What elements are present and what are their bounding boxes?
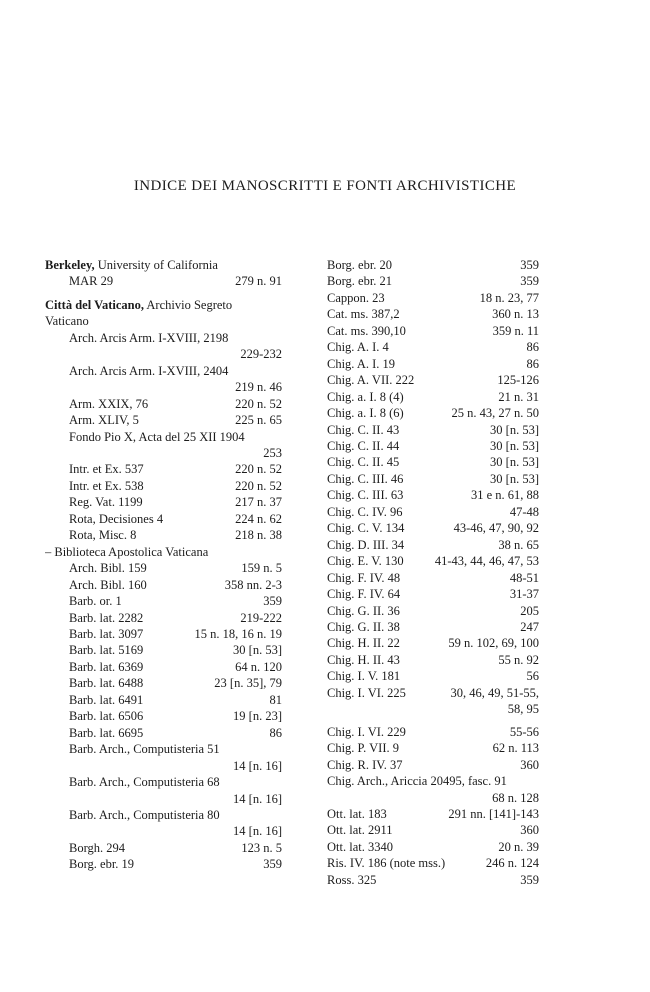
index-entry-continuation — [45, 379, 282, 395]
entry-pages: 220 n. 52 — [235, 462, 282, 477]
entry-heading: Città del Vaticano, — [45, 297, 144, 312]
entry-pages: 219-222 — [240, 610, 282, 625]
entry-pages: 86 — [526, 356, 539, 371]
entry-pages: 55 n. 92 — [498, 652, 539, 667]
entry-text: Arch. Bibl. 160 — [69, 577, 147, 592]
entry-pages: 359 — [263, 594, 282, 609]
index-entry — [45, 593, 282, 609]
index-entry — [327, 806, 539, 822]
index-entry — [327, 619, 539, 635]
entry-pages: 224 n. 62 — [235, 511, 282, 526]
entry-pages: 31 e n. 61, 88 — [470, 488, 539, 503]
entry-pages: 30 [n. 53] — [490, 471, 539, 486]
entry-text: Chig. H. II. 22 — [327, 636, 400, 651]
entry-pages: 205 — [520, 603, 539, 618]
entry-text: Ris. IV. 186 (note mss.) — [327, 856, 446, 871]
entry-text: Chig. A. I. 4 — [327, 340, 389, 355]
entry-pages: 358 nn. 2-3 — [224, 577, 282, 592]
entry-pages: 279 n. 91 — [235, 274, 282, 289]
entry-pages: 14 [n. 16] — [233, 824, 282, 839]
index-entry — [45, 741, 282, 757]
index-entry — [327, 339, 539, 355]
index-entry — [327, 290, 539, 306]
entry-pages: 19 [n. 23] — [233, 709, 282, 724]
index-entry — [45, 725, 282, 741]
entry-pages: 30 [n. 53] — [490, 455, 539, 470]
entry-pages: 21 n. 31 — [498, 389, 539, 404]
entry-pages: 23 [n. 35], 79 — [214, 676, 282, 691]
entry-text: Ross. 325 — [327, 872, 377, 887]
entry-text: Arch. Bibl. 159 — [69, 561, 147, 576]
entry-pages: 30 [n. 53] — [233, 643, 282, 658]
index-entry-continuation — [45, 791, 282, 807]
entry-pages: 81 — [269, 692, 282, 707]
index-entry — [327, 257, 539, 273]
entry-text: Barb. Arch., Computisteria 68 — [69, 775, 220, 790]
entry-text: Arch. Arcis Arm. I-XVIII, 2198 — [69, 330, 229, 345]
entry-pages: 217 n. 37 — [235, 495, 282, 510]
entry-pages: 58, 95 — [507, 702, 539, 717]
entry-text: Ott. lat. 3340 — [327, 839, 393, 854]
entry-text: Borg. ebr. 21 — [327, 274, 393, 289]
entry-pages: 360 n. 13 — [492, 307, 539, 322]
index-entry — [45, 807, 282, 823]
entry-text: Barb. lat. 5169 — [69, 643, 144, 658]
index-entry — [327, 822, 539, 838]
entry-pages: 38 n. 65 — [498, 537, 539, 552]
index-entry — [45, 840, 282, 856]
entry-pages: 360 — [520, 757, 539, 772]
entry-pages: 14 [n. 16] — [233, 791, 282, 806]
index-entry — [327, 405, 539, 421]
entry-pages: 14 [n. 16] — [233, 758, 282, 773]
entry-text: Barb. lat. 6369 — [69, 659, 144, 674]
index-entry — [327, 740, 539, 756]
entry-text: – Biblioteca Apostolica Vaticana — [45, 544, 209, 559]
entry-text: Barb. Arch., Computisteria 80 — [69, 807, 220, 822]
entry-text: Rota, Misc. 8 — [69, 528, 137, 543]
entry-pages: 15 n. 18, 16 n. 19 — [194, 626, 282, 641]
index-entry — [327, 570, 539, 586]
entry-text: Barb. Arch., Computisteria 51 — [69, 742, 220, 757]
index-entry — [327, 724, 539, 740]
entry-text: Chig. E. V. 130 — [327, 554, 404, 569]
entry-text: Chig. C. II. 43 — [327, 422, 400, 437]
entry-pages: 86 — [269, 725, 282, 740]
index-entry-continuation — [45, 346, 282, 362]
index-entry — [45, 642, 282, 658]
entry-pages: 125-126 — [497, 373, 539, 388]
entry-pages: 220 n. 52 — [235, 396, 282, 411]
index-entry — [327, 306, 539, 322]
index-entry-continuation — [45, 445, 282, 461]
index-entry — [45, 461, 282, 477]
index-entry — [45, 692, 282, 708]
entry-text: Arm. XXIX, 76 — [69, 396, 149, 411]
index-entry — [327, 757, 539, 773]
entry-pages: 225 n. 65 — [235, 413, 282, 428]
entry-pages: 59 n. 102, 69, 100 — [448, 636, 539, 651]
index-entry — [327, 323, 539, 339]
entry-pages: 359 — [263, 857, 282, 872]
entry-text: Reg. Vat. 1199 — [69, 495, 143, 510]
entry-text: MAR 29 — [69, 274, 114, 289]
entry-pages: 56 — [526, 669, 539, 684]
index-entry — [45, 610, 282, 626]
index-entry — [45, 577, 282, 593]
entry-text: Borg. ebr. 19 — [69, 857, 135, 872]
entry-text: Chig. C. II. 44 — [327, 438, 400, 453]
entry-text: Barb. lat. 6491 — [69, 692, 144, 707]
entry-heading: Berkeley, — [45, 258, 95, 272]
index-entry — [327, 422, 539, 438]
entry-pages: 30 [n. 53] — [490, 438, 539, 453]
index-entry — [327, 635, 539, 651]
index-entry — [327, 454, 539, 470]
index-entry — [45, 273, 282, 289]
entry-text: Arm. XLIV, 5 — [69, 413, 139, 428]
index-entry — [327, 652, 539, 668]
entry-text: Chig. D. III. 34 — [327, 537, 405, 552]
entry-text: Chig. G. II. 38 — [327, 619, 400, 634]
entry-text: Chig. C. II. 45 — [327, 455, 400, 470]
index-column-right — [327, 257, 539, 888]
index-entry — [45, 544, 282, 560]
entry-text: Ott. lat. 183 — [327, 806, 387, 821]
entry-text: Chig. C. III. 46 — [327, 471, 404, 486]
index-entry — [45, 297, 282, 313]
index-column-left — [45, 257, 282, 873]
entry-pages: 253 — [263, 445, 282, 460]
entry-text: Archivio Segreto — [143, 297, 233, 312]
index-entry — [327, 520, 539, 536]
entry-pages: 47-48 — [509, 504, 539, 519]
entry-pages: 64 n. 120 — [235, 659, 282, 674]
entry-text: Chig. C. V. 134 — [327, 521, 405, 536]
entry-text: Ott. lat. 2911 — [327, 823, 393, 838]
entry-pages: 360 — [520, 823, 539, 838]
entry-pages: 359 — [520, 872, 539, 887]
index-entry — [45, 675, 282, 691]
entry-text: Barb. lat. 6488 — [69, 676, 144, 691]
entry-text: Borgh. 294 — [69, 840, 126, 855]
entry-text: Rota, Decisiones 4 — [69, 511, 164, 526]
index-entry — [327, 537, 539, 553]
index-entry-continuation — [45, 823, 282, 839]
entry-pages: 359 — [520, 274, 539, 289]
entry-text: Arch. Arcis Arm. I-XVIII, 2404 — [69, 363, 229, 378]
entry-text: Chig. Arch., Ariccia 20495, fasc. 91 — [327, 774, 507, 789]
entry-text: Barb. lat. 3097 — [69, 626, 144, 641]
entry-pages: 291 nn. [141]-143 — [448, 806, 539, 821]
index-entry — [327, 273, 539, 289]
entry-pages: 25 n. 43, 27 n. 50 — [451, 406, 539, 421]
entry-text: Chig. a. I. 8 (4) — [327, 389, 404, 404]
index-entry — [327, 839, 539, 855]
index-entry — [45, 478, 282, 494]
index-entry — [327, 504, 539, 520]
index-entry — [327, 389, 539, 405]
entry-text: Chig. A. VII. 222 — [327, 373, 415, 388]
entry-text: Chig. C. III. 63 — [327, 488, 404, 503]
entry-text: Chig. G. II. 36 — [327, 603, 400, 618]
index-entry — [327, 438, 539, 454]
index-entry-continuation — [327, 790, 539, 806]
index-entry — [327, 372, 539, 388]
entry-pages: 48-51 — [509, 570, 539, 585]
entry-text: Intr. et Ex. 538 — [69, 478, 144, 493]
entry-text: Intr. et Ex. 537 — [69, 462, 144, 477]
entry-pages: 123 n. 5 — [241, 840, 282, 855]
entry-text: Barb. or. 1 — [69, 594, 122, 609]
entry-pages: 20 n. 39 — [498, 839, 539, 854]
index-entry — [45, 560, 282, 576]
index-entry — [45, 511, 282, 527]
entry-pages: 86 — [526, 340, 539, 355]
entry-pages: 62 n. 113 — [492, 741, 539, 756]
index-entry — [45, 527, 282, 543]
index-entry — [45, 412, 282, 428]
entry-pages: 30 [n. 53] — [490, 422, 539, 437]
index-entry — [327, 855, 539, 871]
index-entry — [45, 856, 282, 872]
index-entry — [327, 553, 539, 569]
index-entry — [327, 603, 539, 619]
entry-pages: 229-232 — [240, 347, 282, 362]
index-entry — [45, 330, 282, 346]
entry-text: Fondo Pio X, Acta del 25 XII 1904 — [69, 429, 245, 444]
entry-text: Chig. F. IV. 64 — [327, 587, 401, 602]
index-entry — [327, 668, 539, 684]
index-entry — [327, 471, 539, 487]
entry-text: Chig. a. I. 8 (6) — [327, 406, 404, 421]
index-entry-continuation — [327, 701, 539, 717]
entry-pages: 246 n. 124 — [485, 856, 539, 871]
index-entry — [45, 774, 282, 790]
entry-text: Chig. R. IV. 37 — [327, 757, 403, 772]
entry-pages: 220 n. 52 — [235, 478, 282, 493]
entry-text: Cat. ms. 390,10 — [327, 323, 406, 338]
index-entry — [45, 708, 282, 724]
entry-text: Chig. F. IV. 48 — [327, 570, 401, 585]
entry-pages: 219 n. 46 — [235, 380, 282, 395]
index-entry — [45, 363, 282, 379]
index-entry — [45, 313, 282, 329]
index-entry — [327, 773, 539, 789]
page-title: INDICE DEI MANOSCRITTI E FONTI ARCHIVISTICHE — [133, 178, 517, 194]
entry-text: Barb. lat. 6695 — [69, 725, 144, 740]
entry-pages: 30, 46, 49, 51-55, — [450, 685, 539, 700]
entry-text: Chig. C. IV. 96 — [327, 504, 403, 519]
index-entry — [45, 659, 282, 675]
index-entry — [45, 494, 282, 510]
entry-pages: 18 n. 23, 77 — [479, 290, 539, 305]
entry-text: University of California — [94, 258, 218, 272]
entry-pages: 68 n. 128 — [492, 790, 539, 805]
index-entry — [327, 872, 539, 888]
entry-text: Barb. lat. 2282 — [69, 610, 144, 625]
index-entry-continuation — [45, 758, 282, 774]
index-entry — [45, 396, 282, 412]
entry-pages: 359 — [520, 258, 539, 272]
entry-pages: 43-46, 47, 90, 92 — [453, 521, 539, 536]
index-entry — [327, 356, 539, 372]
entry-text: Borg. ebr. 20 — [327, 258, 393, 272]
entry-text: Vaticano — [45, 314, 89, 329]
entry-text: Chig. I. V. 181 — [327, 669, 401, 684]
entry-text: Chig. I. VI. 229 — [327, 724, 406, 739]
entry-text: Chig. P. VII. 9 — [327, 741, 400, 756]
entry-pages: 359 n. 11 — [492, 323, 539, 338]
index-entry — [327, 586, 539, 602]
entry-text: Cat. ms. 387,2 — [327, 307, 400, 322]
entry-pages: 31-37 — [509, 587, 539, 602]
entry-text: Cappon. 23 — [327, 290, 385, 305]
entry-text: Chig. H. II. 43 — [327, 652, 400, 667]
index-entry — [45, 626, 282, 642]
entry-pages: 218 n. 38 — [235, 528, 282, 543]
entry-text: Chig. A. I. 19 — [327, 356, 396, 371]
entry-pages: 55-56 — [509, 724, 539, 739]
index-entry — [45, 257, 282, 273]
entry-text: Barb. lat. 6506 — [69, 709, 144, 724]
entry-text: Chig. I. VI. 225 — [327, 685, 406, 700]
entry-pages: 41-43, 44, 46, 47, 53 — [434, 554, 539, 569]
index-entry — [327, 487, 539, 503]
index-entry — [45, 429, 282, 445]
index-entry — [327, 685, 539, 701]
entry-pages: 247 — [520, 619, 539, 634]
entry-pages: 159 n. 5 — [241, 561, 282, 576]
